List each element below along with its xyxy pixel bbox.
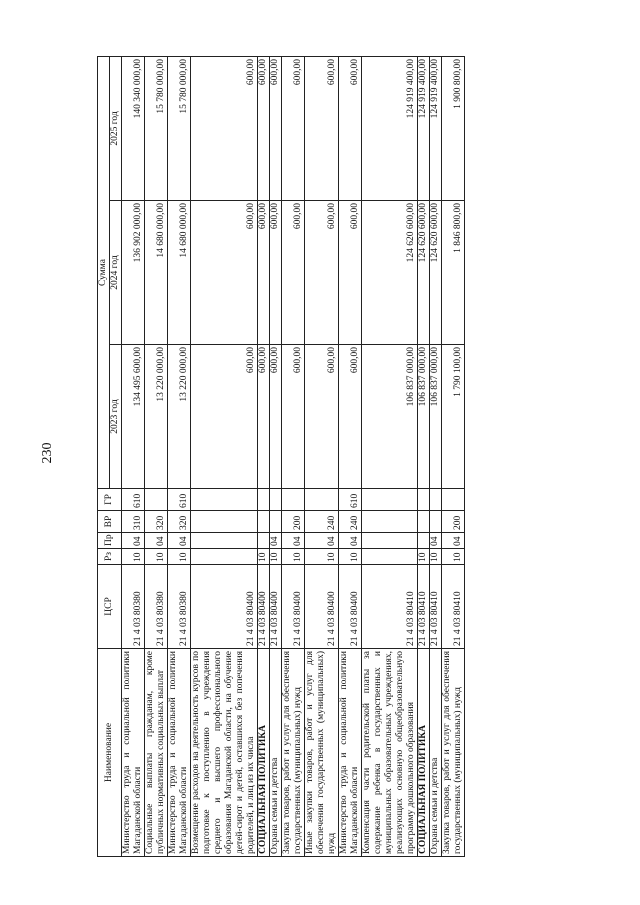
rotated-table-container <box>97 57 580 857</box>
cell-gr <box>282 489 305 511</box>
cell-y2023: 600,00 <box>191 345 258 489</box>
cell-vr <box>270 511 282 533</box>
header-row-1 <box>98 56 110 856</box>
cell-vr <box>191 511 258 533</box>
cell-csr: 21 4 03 80410 <box>442 565 465 649</box>
cell-gr: 610 <box>168 489 191 511</box>
header-rz: Рз <box>98 549 122 565</box>
cell-gr <box>418 489 430 511</box>
cell-vr <box>430 511 442 533</box>
cell-y2025: 124 919 400,00 <box>430 56 442 200</box>
cell-rz: 10 <box>258 549 270 565</box>
table-body <box>122 56 465 856</box>
cell-y2025: 600,00 <box>258 56 270 200</box>
cell-pr: 04 <box>442 533 465 549</box>
header-csr: ЦСР <box>98 565 122 649</box>
cell-name: СОЦИАЛЬНАЯ ПОЛИТИКА <box>258 649 270 857</box>
cell-csr: 21 4 03 80400 <box>305 565 339 649</box>
cell-pr: 04 <box>430 533 442 549</box>
cell-y2023: 106 837 000,00 <box>430 345 442 489</box>
cell-y2023: 600,00 <box>339 345 362 489</box>
table-row <box>430 56 442 856</box>
table-row <box>191 56 258 856</box>
cell-csr: 21 4 03 80400 <box>270 565 282 649</box>
cell-gr: 610 <box>122 489 145 511</box>
cell-y2023: 134 495 600,00 <box>122 345 145 489</box>
cell-name: Социальные выплаты гражданам, кроме публичных нормативных социальных выплат <box>145 649 168 857</box>
cell-name: СОЦИАЛЬНАЯ ПОЛИТИКА <box>418 649 430 857</box>
cell-pr: 04 <box>145 533 168 549</box>
cell-pr <box>362 533 418 549</box>
cell-pr <box>418 533 430 549</box>
cell-csr: 21 4 03 80400 <box>191 565 258 649</box>
cell-vr: 320 <box>168 511 191 533</box>
cell-name: Охрана семьи и детства <box>430 649 442 857</box>
cell-name: Возмещение расходов на деятельность курсов по подготовке к поступлению в учреждения среднего и высшего профессионального образования Магаданской области, на обучение детей-сирот и детей, оставшихся без попечения родителей, и лиц из их числа <box>191 649 258 857</box>
table-row <box>258 56 270 856</box>
header-sum: Сумма <box>98 56 110 488</box>
header-gr: ГР <box>98 489 122 511</box>
header-pr: Пр <box>98 533 122 549</box>
cell-gr <box>145 489 168 511</box>
cell-vr <box>362 511 418 533</box>
cell-csr: 21 4 03 80380 <box>122 565 145 649</box>
cell-y2023: 106 837 000,00 <box>362 345 418 489</box>
cell-csr: 21 4 03 80400 <box>258 565 270 649</box>
cell-y2023: 13 220 000,00 <box>145 345 168 489</box>
cell-y2023: 13 220 000,00 <box>168 345 191 489</box>
cell-rz <box>191 549 258 565</box>
cell-rz: 10 <box>145 549 168 565</box>
cell-rz: 10 <box>270 549 282 565</box>
table-row <box>145 56 168 856</box>
cell-pr <box>191 533 258 549</box>
cell-y2023: 1 790 100,00 <box>442 345 465 489</box>
cell-y2024: 124 620 600,00 <box>418 201 430 345</box>
cell-y2024: 600,00 <box>258 201 270 345</box>
cell-y2024: 600,00 <box>191 201 258 345</box>
cell-y2024: 136 902 000,00 <box>122 201 145 345</box>
cell-y2025: 600,00 <box>270 56 282 200</box>
cell-y2025: 600,00 <box>282 56 305 200</box>
cell-y2025: 600,00 <box>305 56 339 200</box>
cell-vr <box>418 511 430 533</box>
cell-y2025: 140 340 000,00 <box>122 56 145 200</box>
table-row <box>305 56 339 856</box>
cell-name: Компенсация части родительской платы за содержание ребенка в государственных и муниципальных образовательных учреждениях, реализующих основную общеобразовательную программу дошкольного образования <box>362 649 418 857</box>
cell-name: Министерство труда и социальной политики Магаданской области <box>168 649 191 857</box>
cell-y2024: 124 620 600,00 <box>430 201 442 345</box>
cell-name: Министерство труда и социальной политики Магаданской области <box>122 649 145 857</box>
cell-vr <box>258 511 270 533</box>
header-2023: 2023 год <box>110 345 122 489</box>
cell-name: Закупка товаров, работ и услуг для обеспечения государственных (муниципальных) нужд <box>442 649 465 857</box>
cell-gr <box>270 489 282 511</box>
cell-y2024: 600,00 <box>339 201 362 345</box>
cell-gr <box>442 489 465 511</box>
cell-y2025: 124 919 400,00 <box>418 56 430 200</box>
cell-y2024: 14 680 000,00 <box>145 201 168 345</box>
cell-vr: 200 <box>282 511 305 533</box>
table-row <box>339 56 362 856</box>
cell-y2024: 14 680 000,00 <box>168 201 191 345</box>
cell-y2025: 15 780 000,00 <box>145 56 168 200</box>
cell-rz: 10 <box>418 549 430 565</box>
cell-gr <box>430 489 442 511</box>
table-row <box>418 56 430 856</box>
page-number: 230 <box>40 442 55 464</box>
cell-csr: 21 4 03 80410 <box>418 565 430 649</box>
table-row <box>270 56 282 856</box>
header-2024: 2024 год <box>110 201 122 345</box>
cell-y2025: 600,00 <box>191 56 258 200</box>
table-row <box>168 56 191 856</box>
cell-y2024: 124 620 600,00 <box>362 201 418 345</box>
cell-pr: 04 <box>339 533 362 549</box>
cell-csr: 21 4 03 80410 <box>430 565 442 649</box>
cell-y2023: 600,00 <box>258 345 270 489</box>
cell-rz: 10 <box>282 549 305 565</box>
cell-y2025: 15 780 000,00 <box>168 56 191 200</box>
cell-name: Закупка товаров, работ и услуг для обеспечения государственных (муниципальных) нужд <box>282 649 305 857</box>
cell-y2025: 600,00 <box>339 56 362 200</box>
cell-y2025: 1 900 800,00 <box>442 56 465 200</box>
cell-y2023: 106 837 000,00 <box>418 345 430 489</box>
cell-y2023: 600,00 <box>282 345 305 489</box>
cell-gr <box>191 489 258 511</box>
cell-vr: 240 <box>305 511 339 533</box>
cell-csr: 21 4 03 80400 <box>339 565 362 649</box>
cell-pr: 04 <box>270 533 282 549</box>
cell-csr: 21 4 03 80380 <box>145 565 168 649</box>
cell-y2023: 600,00 <box>305 345 339 489</box>
table-row <box>362 56 418 856</box>
cell-csr: 21 4 03 80400 <box>282 565 305 649</box>
cell-name: Охрана семьи и детства <box>270 649 282 857</box>
cell-csr: 21 4 03 80410 <box>362 565 418 649</box>
cell-pr <box>258 533 270 549</box>
cell-pr: 04 <box>282 533 305 549</box>
header-vr: ВР <box>98 511 122 533</box>
table-row <box>122 56 145 856</box>
cell-vr: 200 <box>442 511 465 533</box>
cell-y2024: 600,00 <box>305 201 339 345</box>
cell-y2024: 600,00 <box>282 201 305 345</box>
cell-pr: 04 <box>168 533 191 549</box>
cell-y2023: 600,00 <box>270 345 282 489</box>
cell-y2024: 600,00 <box>270 201 282 345</box>
cell-y2025: 124 919 400,00 <box>362 56 418 200</box>
cell-gr <box>305 489 339 511</box>
cell-rz: 10 <box>168 549 191 565</box>
table-row <box>282 56 305 856</box>
cell-rz <box>362 549 418 565</box>
cell-rz: 10 <box>442 549 465 565</box>
cell-vr: 240 <box>339 511 362 533</box>
cell-rz: 10 <box>430 549 442 565</box>
cell-gr <box>362 489 418 511</box>
cell-y2024: 1 846 800,00 <box>442 201 465 345</box>
cell-vr: 320 <box>145 511 168 533</box>
cell-name: Иные закупки товаров, работ и услуг для обеспечения государственных (муниципальных) нужд <box>305 649 339 857</box>
table-row <box>442 56 465 856</box>
header-2025: 2025 год <box>110 56 122 200</box>
cell-rz: 10 <box>305 549 339 565</box>
cell-rz: 10 <box>122 549 145 565</box>
cell-csr: 21 4 03 80380 <box>168 565 191 649</box>
header-name: Наименование <box>98 649 122 857</box>
cell-name: Министерство труда и социальной политики Магаданской области <box>339 649 362 857</box>
cell-pr: 04 <box>305 533 339 549</box>
cell-rz: 10 <box>339 549 362 565</box>
cell-gr <box>258 489 270 511</box>
cell-gr: 610 <box>339 489 362 511</box>
cell-pr: 04 <box>122 533 145 549</box>
cell-vr: 310 <box>122 511 145 533</box>
budget-table <box>97 56 465 857</box>
